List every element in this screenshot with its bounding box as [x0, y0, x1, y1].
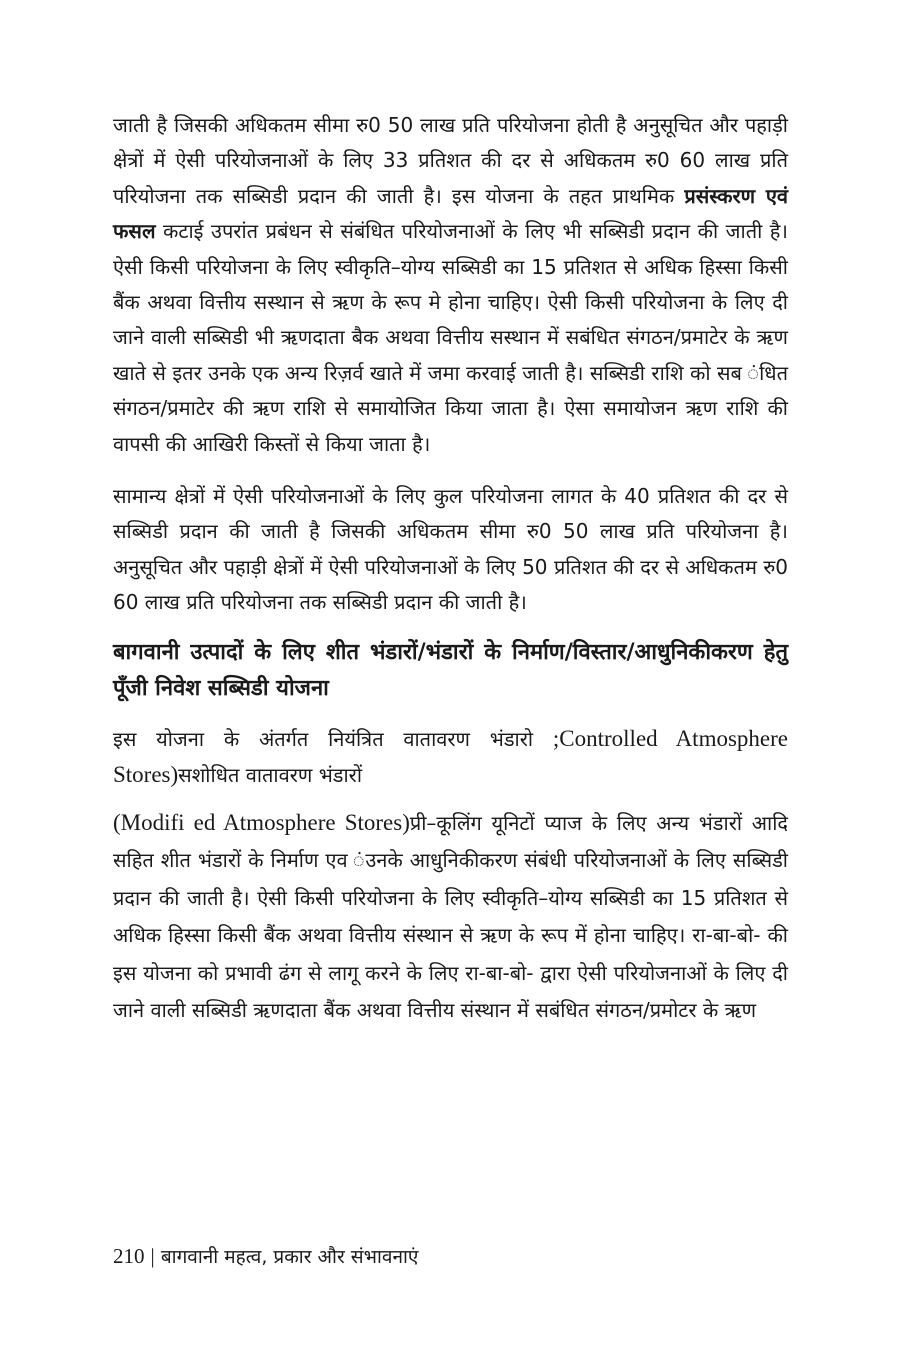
latin-term: (Modifi ed Atmosphere Stores)	[113, 809, 410, 835]
section-heading: बागवानी उत्पादों के लिए शीत भंडारों/भंडारों के निर्माण/विस्तार/आधुनिकीकरण हेतु पूँजी निवेश सब्सिडी योजना	[113, 639, 788, 701]
paragraph-general-areas: सामान्य क्षेत्रों में ऐसी परियोजनाओं के लिए कुल परियोजना लागत के 40 प्रतिशत की दर से सब्सिडी प्रदान की जाती है जिसकी अधिकतम सीमा रु0 50 लाख प्रति परियोजना है। अनुसूचित और पहाड़ी क्षेत्रों में ऐसी परियोजनाओं के लिए 50 प्रतिशत की दर से अधिकतम रु0 60 लाख प्रति परियोजना तक सब्सिडी प्रदान की जाती है।	[113, 484, 788, 615]
footer-separator: |	[150, 1244, 155, 1268]
page-body	[113, 108, 788, 1030]
paragraph-text: कटाई उपरांत प्रबंधन से संबंधित परियोजनाओं के लिए भी सब्सिडी प्रदान की जाती है। ऐसी किसी परियोजना के लिए स्वीकृति–योग्य सब्सिडी का 15 प्रतिशत से अधिक हिस्सा किसी बैंक अथवा वित्तीय सस्थान से ऋण के रूप मे होना चाहिए। ऐसी किसी परियोजना के लिए दी जाने वाली सब्सिडी भी ऋणदाता बैक अथवा वित्तीय सस्थान में सबंधित संगठन/प्रमाटेर के ऋण खाते से इतर उनके एक अन्य रिज़र्व खाते में जमा करवाई जाती है। सब्सिडी राशि को सब ंधित संगठन/प्रमाटेर की ऋण राशि से समायोजित किया जाता है। ऐसा समायोजन ऋण राशि की वापसी की आखिरी किस्तों से किया जाता है।	[113, 219, 788, 456]
page-number: 210	[113, 1244, 145, 1268]
paragraph-scheme-intro	[113, 721, 788, 794]
book-title: बागवानी महत्व, प्रकार और संभावनाएं	[160, 1246, 419, 1268]
paragraph-text: सशोधित वातावरण भंडारों	[178, 763, 363, 788]
paragraph-text: प्री–कूलिंग यूनिटों प्याज के लिए अन्य भंडारों आदि सहित शीत भंडारों के निर्माण एव ंउनके आधुनिकीकरण संबंधी परियोजनाओं के लिए सब्सिडी प्रदान की जाती है। ऐसी किसी परियोजना के लिए स्वीकृति–योग्य सब्सिडी का 15 प्रतिशत से अधिक हिस्सा किसी बैंक अथवा वित्तीय संस्थान से ऋण के रूप में होना चाहिए। रा-बा-बो- की इस योजना को प्रभावी ढंग से लागू करने के लिए रा-बा-बो- द्वारा ऐसी परियोजनाओं के लिए दी जाने वाली सब्सिडी ऋणदाता बैंक अथवा वित्तीय संस्थान में सबंधित संगठन/प्रमोटर के ऋण	[113, 810, 788, 1022]
paragraph-subsidy-limits	[113, 108, 788, 462]
paragraph-text: इस योजना के अंतर्गत नियंत्रित वातावरण भंडारो	[113, 726, 553, 751]
page-footer	[113, 1242, 418, 1271]
paragraph-scheme-details	[113, 804, 788, 1030]
bold-phrase: प्रसंस्करण एवं फसल	[113, 183, 788, 244]
paragraph-text: जाती है जिसकी अधिकतम सीमा रु0 50 लाख प्रति परियोजना होती है अनुसूचित और पहाड़ी क्षेत्रों में ऐसी परियोजनाओं के लिए 33 प्रतिशत की दर से अधिकतम रु0 60 लाख प्रति परियोजना तक सब्सिडी प्रदान की जाती है। इस योजना के तहत प्राथमिक	[113, 113, 788, 208]
latin-term: ;Controlled Atmosphere Stores)	[113, 725, 788, 788]
